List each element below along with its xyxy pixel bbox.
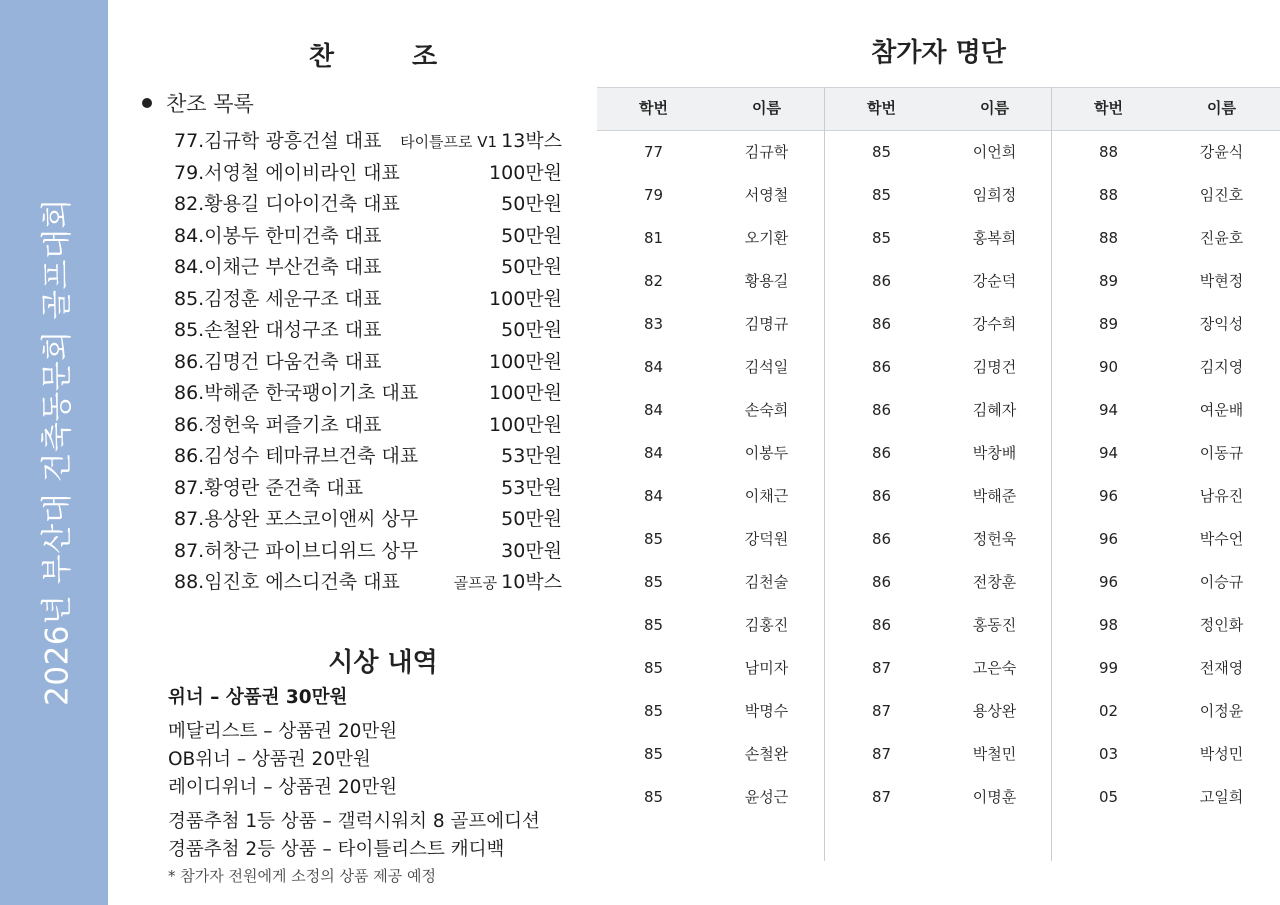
participant-id: 94 xyxy=(1098,444,1119,462)
participant-id: 86 xyxy=(871,401,892,419)
table-row xyxy=(597,346,824,389)
participant-id: 79 xyxy=(643,186,664,204)
sponsor-amount-value: 53만원 xyxy=(501,445,562,467)
table-row xyxy=(1052,475,1279,518)
sponsor-amount xyxy=(489,347,562,374)
award-draw-first: 경품추첨 1등 상품 – 갤럭시워치 8 골프에디션 xyxy=(168,811,540,832)
participant-name: 여운배 xyxy=(1199,401,1244,419)
sponsor-row xyxy=(174,158,562,190)
participant-name: 박창배 xyxy=(972,444,1017,462)
participant-name: 김지영 xyxy=(1199,358,1244,376)
participant-group-3 xyxy=(1051,87,1279,861)
participant-id: 88 xyxy=(1098,229,1119,247)
participant-name: 김명규 xyxy=(744,315,789,333)
sponsor-amount xyxy=(501,315,562,342)
sponsor-amount-value: 100만원 xyxy=(489,161,562,184)
participant-id: 84 xyxy=(643,358,664,376)
participant-id: 89 xyxy=(1098,272,1119,290)
sponsor-amount-value: 100만원 xyxy=(489,350,562,373)
sponsor-row xyxy=(174,504,562,536)
table-row xyxy=(825,131,1052,174)
sponsor-row xyxy=(174,189,562,221)
sponsor-name: 86.김성수 테마큐브건축 대표 xyxy=(174,445,419,467)
sponsor-amount-value: 50만원 xyxy=(501,319,562,341)
participant-name: 정인화 xyxy=(1199,616,1244,634)
participant-id: 85 xyxy=(871,229,892,247)
sponsor-row xyxy=(174,252,562,284)
participant-id: 87 xyxy=(871,788,892,806)
sponsor-amount-value: 53만원 xyxy=(501,476,562,499)
participant-name: 용상완 xyxy=(972,702,1017,720)
column-header-id: 학번 xyxy=(1094,99,1123,117)
sponsor-name: 88.임진호 에스디건축 대표 xyxy=(174,571,400,593)
sponsor-amount-value: 10박스 xyxy=(501,571,562,593)
sidebar-banner xyxy=(0,0,108,905)
table-row xyxy=(597,518,824,561)
participant-id: 85 xyxy=(643,788,664,806)
event-title: 2026년 부산대 건축동문회 골프대회 xyxy=(39,198,76,706)
sponsor-amount xyxy=(489,158,562,185)
table-row xyxy=(825,518,1052,561)
participant-id: 96 xyxy=(1098,573,1119,591)
participant-name: 이명훈 xyxy=(972,788,1017,806)
table-row xyxy=(825,690,1052,733)
participant-name: 오기환 xyxy=(744,229,789,247)
participant-id: 85 xyxy=(871,186,892,204)
sponsor-amount xyxy=(501,189,562,216)
participant-id: 85 xyxy=(643,702,664,720)
sponsor-amount-value: 30만원 xyxy=(501,539,562,562)
participant-id: 94 xyxy=(1098,401,1119,419)
participant-name: 남유진 xyxy=(1199,487,1244,505)
award-draw-second: 경품추첨 2등 상품 – 타이틀리스트 캐디백 xyxy=(168,839,505,860)
sponsor-amount xyxy=(501,536,562,563)
table-row xyxy=(825,260,1052,303)
sponsor-amount-prefix: 골프공 xyxy=(453,574,498,592)
table-row xyxy=(597,776,824,819)
participant-id: 87 xyxy=(871,702,892,720)
sponsor-amount xyxy=(454,567,562,594)
award-note: * 참가자 전원에게 소정의 상품 제공 예정 xyxy=(168,867,436,885)
table-row xyxy=(825,475,1052,518)
participant-id: 85 xyxy=(643,745,664,763)
table-row xyxy=(597,260,824,303)
sponsor-row xyxy=(174,315,562,347)
sponsor-row xyxy=(174,536,562,568)
participant-name: 장익성 xyxy=(1199,315,1244,333)
participant-id: 85 xyxy=(643,659,664,677)
sponsor-amount-value: 13박스 xyxy=(501,130,562,152)
sponsor-name: 86.박해준 한국팽이기초 대표 xyxy=(174,382,419,404)
table-row xyxy=(1052,303,1279,346)
participant-group-2 xyxy=(824,87,1052,861)
table-row xyxy=(1052,217,1279,260)
table-row xyxy=(597,131,824,174)
award-winner: 위너 – 상품권 30만원 xyxy=(168,687,348,708)
table-row xyxy=(825,432,1052,475)
participant-name: 이승규 xyxy=(1199,573,1244,591)
sponsor-name: 86.정헌욱 퍼즐기초 대표 xyxy=(174,413,382,436)
participant-id: 86 xyxy=(871,315,892,333)
participant-name: 황용길 xyxy=(744,272,789,290)
table-row xyxy=(825,776,1052,819)
participant-name: 이동규 xyxy=(1199,444,1244,462)
participant-id: 86 xyxy=(871,272,892,290)
participant-id: 98 xyxy=(1098,616,1119,634)
participant-id: 03 xyxy=(1098,745,1119,763)
sponsor-name: 77.김규학 광흥건설 대표 xyxy=(174,130,382,152)
sponsor-amount-value: 50만원 xyxy=(501,224,562,247)
participant-name: 고일희 xyxy=(1199,788,1244,806)
table-row xyxy=(825,733,1052,776)
column-header-name: 이름 xyxy=(980,99,1009,117)
participant-name: 김명건 xyxy=(972,358,1017,376)
sponsor-name: 84.이채근 부산건축 대표 xyxy=(174,256,382,278)
sponsor-row xyxy=(174,347,562,379)
table-row xyxy=(825,174,1052,217)
column-header-name: 이름 xyxy=(1207,99,1236,117)
table-row xyxy=(597,561,824,604)
table-row xyxy=(1052,518,1279,561)
participant-rows xyxy=(597,131,824,819)
participant-id: 90 xyxy=(1098,358,1119,376)
table-row xyxy=(825,303,1052,346)
sponsor-name: 87.황영란 준건축 대표 xyxy=(174,476,364,499)
sponsor-amount xyxy=(489,378,562,405)
participant-id: 87 xyxy=(871,745,892,763)
participant-name: 강윤식 xyxy=(1199,143,1244,161)
participant-name: 손숙희 xyxy=(744,401,789,419)
participants-panel xyxy=(597,0,1280,905)
participant-name: 임희정 xyxy=(972,186,1017,204)
participant-id: 82 xyxy=(643,272,664,290)
sponsor-list xyxy=(174,126,562,599)
sponsor-row xyxy=(174,221,562,253)
participant-id: 88 xyxy=(1098,143,1119,161)
participant-name: 김석일 xyxy=(744,358,789,376)
participant-id: 85 xyxy=(643,616,664,634)
participant-name: 전창훈 xyxy=(972,573,1017,591)
table-row xyxy=(825,389,1052,432)
participant-group-1 xyxy=(597,87,824,861)
award-lady-winner: 레이디위너 – 상품권 20만원 xyxy=(168,777,398,798)
awards-title: 시상 내역 xyxy=(328,648,438,678)
table-row xyxy=(597,475,824,518)
sponsor-amount xyxy=(501,252,562,279)
award-ob-winner: OB위너 – 상품권 20만원 xyxy=(168,749,371,770)
table-row xyxy=(1052,346,1279,389)
participant-id: 86 xyxy=(871,530,892,548)
column-header-id: 학번 xyxy=(639,99,668,117)
table-row xyxy=(597,647,824,690)
table-row xyxy=(825,647,1052,690)
participant-name: 강덕원 xyxy=(744,530,789,548)
participant-id: 85 xyxy=(871,143,892,161)
sponsor-amount xyxy=(501,504,562,531)
table-row xyxy=(1052,561,1279,604)
sponsor-name: 86.김명건 다움건축 대표 xyxy=(174,350,382,373)
awards-list xyxy=(168,684,608,888)
sponsor-row xyxy=(174,473,562,505)
participant-name: 박명수 xyxy=(744,702,789,720)
participant-name: 진윤호 xyxy=(1199,229,1244,247)
participant-id: 86 xyxy=(871,573,892,591)
participant-name: 강수희 xyxy=(972,315,1017,333)
participant-id: 87 xyxy=(871,659,892,677)
participant-id: 05 xyxy=(1098,788,1119,806)
sponsor-row xyxy=(174,126,562,158)
participant-name: 박수언 xyxy=(1199,530,1244,548)
participant-name: 홍복희 xyxy=(972,229,1017,247)
bullet-icon xyxy=(142,98,152,108)
participant-name: 임진호 xyxy=(1199,186,1244,204)
participant-name: 전재영 xyxy=(1199,659,1244,677)
participant-id: 89 xyxy=(1098,315,1119,333)
participant-name: 이채근 xyxy=(744,487,789,505)
participant-name: 남미자 xyxy=(744,659,789,677)
table-row xyxy=(1052,131,1279,174)
table-row xyxy=(597,733,824,776)
participant-id: 77 xyxy=(643,143,664,161)
sponsor-name: 87.허창근 파이브디위드 상무 xyxy=(174,539,419,562)
participant-name: 박현정 xyxy=(1199,272,1244,290)
participant-id: 86 xyxy=(871,444,892,462)
participant-id: 84 xyxy=(643,487,664,505)
sponsor-list-heading xyxy=(142,88,254,118)
sponsor-amount xyxy=(400,126,562,153)
table-row xyxy=(825,346,1052,389)
participant-name: 이봉두 xyxy=(744,444,789,462)
participant-name: 고은숙 xyxy=(972,659,1017,677)
sponsor-title: 찬 조 xyxy=(308,42,458,72)
sponsor-amount-value: 50만원 xyxy=(501,508,562,530)
participant-name: 김혜자 xyxy=(972,401,1017,419)
sponsor-row xyxy=(174,410,562,442)
participant-name: 박성민 xyxy=(1199,745,1244,763)
participant-name: 서영철 xyxy=(744,186,789,204)
table-row xyxy=(597,604,824,647)
column-header-name: 이름 xyxy=(752,99,781,117)
participant-rows xyxy=(1052,131,1279,819)
table-row xyxy=(1052,260,1279,303)
participant-id: 99 xyxy=(1098,659,1119,677)
participant-id: 96 xyxy=(1098,530,1119,548)
table-row xyxy=(825,217,1052,260)
sponsor-amount-value: 100만원 xyxy=(489,382,562,404)
sponsor-amount xyxy=(501,221,562,248)
table-row xyxy=(597,690,824,733)
sponsor-row xyxy=(174,378,562,410)
participant-id: 81 xyxy=(643,229,664,247)
sponsor-amount-value: 100만원 xyxy=(489,287,562,310)
participant-name: 강순덕 xyxy=(972,272,1017,290)
participant-name: 홍동진 xyxy=(972,616,1017,634)
sponsor-amount-value: 50만원 xyxy=(501,193,562,215)
participant-id: 88 xyxy=(1098,186,1119,204)
participant-id: 85 xyxy=(643,530,664,548)
column-header-id: 학번 xyxy=(867,99,896,117)
table-row xyxy=(825,561,1052,604)
sponsor-amount xyxy=(501,441,562,468)
sponsor-row xyxy=(174,441,562,473)
participant-name: 이정윤 xyxy=(1199,702,1244,720)
sponsor-amount-value: 100만원 xyxy=(489,413,562,436)
participant-name: 이언희 xyxy=(972,143,1017,161)
table-row xyxy=(825,604,1052,647)
sponsor-amount-value: 50만원 xyxy=(501,256,562,278)
table-row xyxy=(597,174,824,217)
sponsor-name: 84.이봉두 한미건축 대표 xyxy=(174,224,382,247)
table-row xyxy=(1052,432,1279,475)
participant-name: 박철민 xyxy=(972,745,1017,763)
sponsor-panel xyxy=(108,0,588,905)
participant-id: 83 xyxy=(643,315,664,333)
table-row xyxy=(597,432,824,475)
sponsor-row xyxy=(174,567,562,599)
sponsor-amount xyxy=(501,473,562,500)
table-row xyxy=(1052,690,1279,733)
sponsor-name: 85.김정훈 세운구조 대표 xyxy=(174,287,382,310)
participant-rows xyxy=(825,131,1052,819)
participant-id: 86 xyxy=(871,358,892,376)
participant-name: 손철완 xyxy=(744,745,789,763)
participant-id: 85 xyxy=(643,573,664,591)
table-row xyxy=(1052,776,1279,819)
award-medalist: 메달리스트 – 상품권 20만원 xyxy=(168,721,398,742)
participant-id: 84 xyxy=(643,401,664,419)
participant-name: 김홍진 xyxy=(744,616,789,634)
table-row xyxy=(1052,647,1279,690)
participant-name: 김천술 xyxy=(744,573,789,591)
table-row xyxy=(1052,389,1279,432)
sponsor-name: 82.황용길 디아이건축 대표 xyxy=(174,193,400,215)
sponsor-list-heading-text: 찬조 목록 xyxy=(166,92,254,116)
participant-name: 박해준 xyxy=(972,487,1017,505)
table-row xyxy=(1052,604,1279,647)
participant-id: 86 xyxy=(871,487,892,505)
sponsor-amount xyxy=(489,410,562,437)
sponsor-amount-prefix: 타이틀프로 V1 xyxy=(400,133,498,151)
participant-name: 정헌욱 xyxy=(972,530,1017,548)
sponsor-name: 87.용상완 포스코이앤씨 상무 xyxy=(174,508,419,530)
table-row xyxy=(597,217,824,260)
sponsor-name: 85.손철완 대성구조 대표 xyxy=(174,319,382,341)
table-row xyxy=(597,303,824,346)
participants-title: 참가자 명단 xyxy=(871,38,1006,68)
participant-name: 김규학 xyxy=(744,143,789,161)
sponsor-row xyxy=(174,284,562,316)
table-row xyxy=(597,389,824,432)
participant-id: 84 xyxy=(643,444,664,462)
participant-name: 윤성근 xyxy=(744,788,789,806)
sponsor-name: 79.서영철 에이비라인 대표 xyxy=(174,161,400,184)
participant-id: 86 xyxy=(871,616,892,634)
sponsor-amount xyxy=(489,284,562,311)
table-row xyxy=(1052,174,1279,217)
table-row xyxy=(1052,733,1279,776)
participant-id: 96 xyxy=(1098,487,1119,505)
participant-id: 02 xyxy=(1098,702,1119,720)
